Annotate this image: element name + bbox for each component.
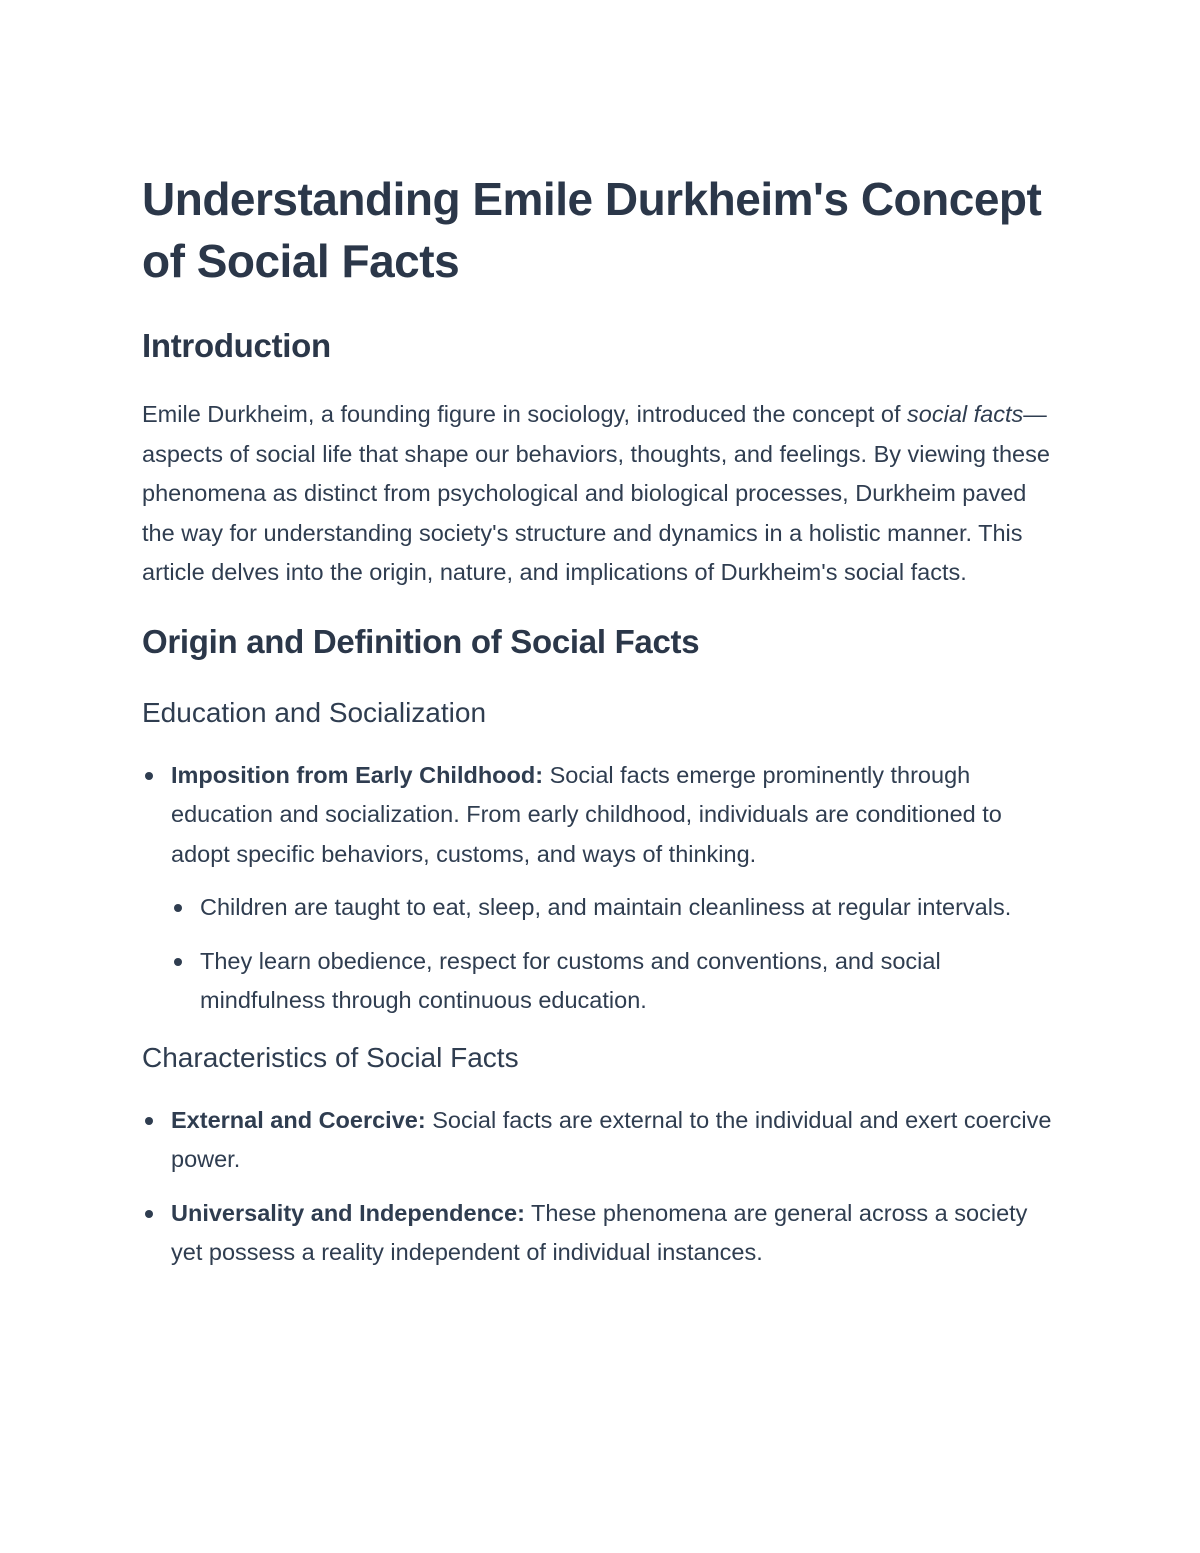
nested-list xyxy=(171,888,1062,1021)
nested-list-item xyxy=(171,942,1062,1021)
education-subheading: Education and Socialization xyxy=(142,696,487,728)
bullet-icon xyxy=(145,1117,153,1125)
introduction-heading: Introduction xyxy=(142,327,331,364)
list-item xyxy=(142,756,1062,1021)
bullet-icon xyxy=(174,958,182,966)
intro-text-start: Emile Durkheim, a founding figure in sociology, introduced the concept of xyxy=(142,401,908,427)
bullet-icon xyxy=(174,904,182,912)
nested-list-item-text: Children are taught to eat, sleep, and maintain cleanliness at regular intervals. xyxy=(200,894,1012,920)
list-item-text: Social facts are external to the individual and exert coercive power. xyxy=(171,1106,1052,1172)
document-title: Understanding Emile Durkheim's Concept of Social Facts xyxy=(142,173,1042,287)
list-item-label: Imposition from Early Childhood: xyxy=(171,761,544,788)
list-item-label: Universality and Independence: xyxy=(171,1199,525,1226)
bullet-icon xyxy=(145,1210,153,1218)
nested-list-item xyxy=(171,888,1062,928)
list-item xyxy=(142,1194,1062,1273)
bullet-icon xyxy=(145,772,153,780)
list-item-text: Social facts emerge prominently through education and socialization. From early childhood, individuals are conditioned to adopt specific behaviors, customs, and ways of thinking. xyxy=(171,761,1002,867)
nested-list-item-text: They learn obedience, respect for customs and conventions, and social mindfulness through continuous education. xyxy=(200,947,941,1013)
intro-text-emphasis: social facts xyxy=(907,401,1024,427)
education-list xyxy=(142,756,1062,1021)
characteristics-subheading: Characteristics of Social Facts xyxy=(142,1041,519,1073)
list-item-label: External and Coercive: xyxy=(171,1106,426,1133)
introduction-paragraph xyxy=(142,395,1062,593)
characteristics-list xyxy=(142,1101,1062,1273)
origin-heading: Origin and Definition of Social Facts xyxy=(142,622,700,660)
document-page xyxy=(142,168,1062,1287)
intro-text-rest: —aspects of social life that shape our behaviors, thoughts, and feelings. By viewing these phenomena as distinct from psychological and biological processes, Durkheim paved the way for understanding society's structure and dynamics in a holistic manner. This article delves into the origin, nature, and implications of Durkheim's social facts. xyxy=(142,401,1050,585)
list-item-text: These phenomena are general across a society yet possess a reality independent of individual instances. xyxy=(171,1199,1028,1265)
list-item xyxy=(142,1101,1062,1180)
